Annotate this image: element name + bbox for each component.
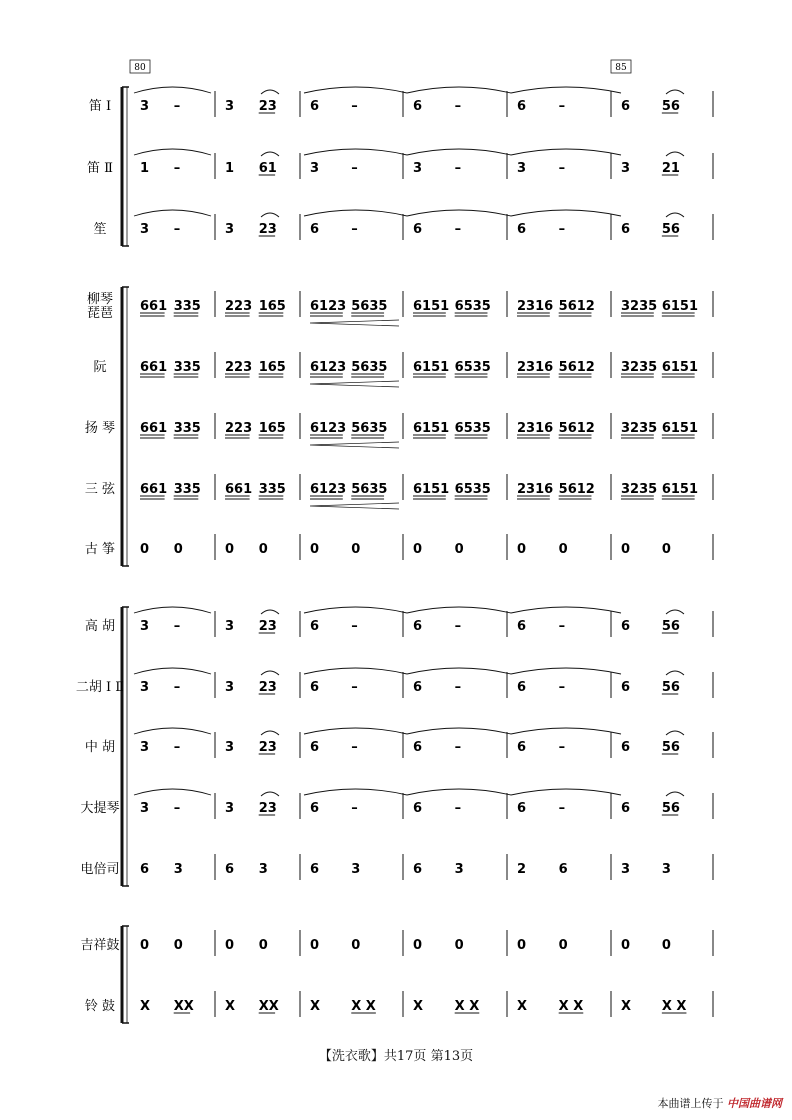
instrument-label: 电倍司 bbox=[80, 862, 120, 877]
note-group: 6 bbox=[310, 740, 320, 755]
note-group: 6 bbox=[621, 222, 631, 237]
slur bbox=[134, 728, 211, 734]
note-group: 6 bbox=[413, 862, 423, 877]
crescendo-hairpin bbox=[310, 320, 399, 326]
note-group: 6 bbox=[517, 222, 527, 237]
note-group: 0 bbox=[225, 938, 235, 953]
slur bbox=[304, 789, 407, 795]
note-group: 6 bbox=[310, 862, 320, 877]
note-group: 661 bbox=[140, 299, 168, 314]
note-group: – bbox=[173, 619, 181, 634]
tie bbox=[261, 792, 279, 796]
tie bbox=[666, 90, 684, 94]
credit-prefix: 本曲谱上传于 bbox=[657, 1097, 724, 1110]
note-group: 6 bbox=[621, 99, 631, 114]
note-group: 661 bbox=[140, 482, 168, 497]
note-group: 6151 bbox=[413, 482, 450, 497]
note-group: 6 bbox=[517, 99, 527, 114]
instrument-label: 三 弦 bbox=[84, 482, 116, 497]
note-group: 0 bbox=[351, 542, 361, 557]
slur bbox=[407, 87, 511, 93]
note-group: 56 bbox=[661, 99, 680, 114]
slur bbox=[511, 728, 621, 734]
note-group: 5612 bbox=[558, 299, 595, 314]
note-group: 3235 bbox=[621, 421, 658, 436]
note-group: 0 bbox=[140, 542, 150, 557]
note-group: – bbox=[351, 619, 358, 634]
note-group: 6151 bbox=[661, 360, 699, 375]
note-group: 661 bbox=[225, 482, 253, 497]
note-group: 3 bbox=[225, 740, 235, 755]
slur bbox=[407, 728, 511, 734]
note-group: XX bbox=[258, 999, 279, 1014]
note-group: 6123 bbox=[310, 360, 347, 375]
note-group: 0 bbox=[140, 938, 150, 953]
note-group: – bbox=[454, 680, 462, 695]
note-group: 3 bbox=[225, 619, 235, 634]
note-group: 0 bbox=[310, 542, 320, 557]
note-group: 6 bbox=[413, 801, 423, 816]
note-group: 6123 bbox=[310, 482, 347, 497]
note-group: 0 bbox=[517, 542, 527, 557]
instrument-label: 琵琶 bbox=[86, 306, 114, 321]
note-group: 3 bbox=[225, 680, 235, 695]
note-group: – bbox=[173, 222, 181, 237]
tie bbox=[666, 792, 684, 796]
site-logo-text: 中国曲谱网 bbox=[727, 1097, 782, 1110]
page-footer: 【洗衣歌】共17页 第13页 bbox=[318, 1049, 474, 1064]
note-group: 335 bbox=[173, 360, 201, 375]
note-group: 0 bbox=[454, 542, 464, 557]
instrument-label: 扬 琴 bbox=[84, 421, 116, 436]
note-group: 6151 bbox=[661, 421, 699, 436]
note-group: 56 bbox=[661, 619, 680, 634]
note-group: XX bbox=[173, 999, 194, 1014]
slur bbox=[511, 789, 621, 795]
note-group: 223 bbox=[225, 299, 253, 314]
note-group: – bbox=[173, 99, 181, 114]
instrument-label: 柳琴 bbox=[86, 292, 114, 307]
note-group: 0 bbox=[661, 542, 671, 557]
tie bbox=[261, 90, 279, 94]
note-group: X X bbox=[454, 999, 480, 1014]
note-group: – bbox=[351, 740, 358, 755]
note-group: 165 bbox=[258, 360, 286, 375]
instrument-label: 笛 Ⅰ bbox=[88, 99, 112, 114]
note-group: – bbox=[173, 161, 181, 176]
instrument-label: 笙 bbox=[93, 222, 107, 237]
slur bbox=[511, 668, 621, 674]
note-group: 6151 bbox=[413, 299, 450, 314]
note-group: 3 bbox=[454, 862, 464, 877]
note-group: 3 bbox=[140, 740, 150, 755]
note-group: 3 bbox=[173, 862, 183, 877]
note-group: – bbox=[558, 680, 566, 695]
slur bbox=[304, 87, 407, 93]
crescendo-hairpin bbox=[310, 442, 399, 448]
note-group: 223 bbox=[225, 421, 253, 436]
note-group: – bbox=[173, 801, 181, 816]
note-group: 6 bbox=[517, 801, 527, 816]
note-group: – bbox=[558, 222, 566, 237]
note-group: 2316 bbox=[517, 421, 554, 436]
slur bbox=[407, 149, 511, 155]
crescendo-hairpin bbox=[310, 381, 399, 387]
note-group: – bbox=[454, 619, 462, 634]
note-group: 23 bbox=[258, 680, 277, 695]
slur bbox=[304, 728, 407, 734]
note-group: – bbox=[454, 161, 462, 176]
tie bbox=[261, 610, 279, 614]
note-group: 0 bbox=[173, 938, 183, 953]
instrument-label: 高 胡 bbox=[84, 619, 116, 634]
note-group: – bbox=[558, 161, 566, 176]
note-group: 3 bbox=[140, 680, 150, 695]
note-group: X bbox=[140, 999, 151, 1014]
measure-number: 80 bbox=[134, 63, 146, 73]
note-group: – bbox=[351, 801, 358, 816]
instrument-label: 铃 鼓 bbox=[84, 999, 116, 1014]
note-group: – bbox=[454, 99, 462, 114]
note-group: 6 bbox=[310, 222, 320, 237]
note-group: 5635 bbox=[351, 421, 388, 436]
note-group: 223 bbox=[225, 360, 253, 375]
note-group: 6 bbox=[310, 99, 320, 114]
note-group: X X bbox=[661, 999, 687, 1014]
note-group: X bbox=[621, 999, 632, 1014]
note-group: X X bbox=[351, 999, 376, 1014]
note-group: 23 bbox=[258, 619, 277, 634]
slur bbox=[407, 210, 511, 216]
tie bbox=[261, 671, 279, 675]
note-group: 6 bbox=[621, 801, 631, 816]
note-group: 3 bbox=[225, 801, 235, 816]
tie bbox=[666, 671, 684, 675]
note-group: 0 bbox=[558, 938, 568, 953]
tie bbox=[261, 731, 279, 735]
note-group: 6 bbox=[225, 862, 235, 877]
note-group: 2316 bbox=[517, 482, 554, 497]
tie bbox=[261, 152, 279, 156]
note-group: 3 bbox=[661, 862, 671, 877]
note-group: 23 bbox=[258, 801, 277, 816]
note-group: 21 bbox=[661, 161, 680, 176]
note-group: 0 bbox=[310, 938, 320, 953]
slur bbox=[511, 210, 621, 216]
note-group: 3 bbox=[140, 222, 150, 237]
note-group: 6 bbox=[517, 619, 527, 634]
note-group: – bbox=[454, 801, 462, 816]
note-group: 0 bbox=[225, 542, 235, 557]
note-group: 3 bbox=[621, 862, 631, 877]
note-group: – bbox=[558, 619, 566, 634]
note-group: 6 bbox=[310, 680, 320, 695]
slur bbox=[304, 149, 407, 155]
note-group: 6123 bbox=[310, 421, 347, 436]
note-group: 6 bbox=[310, 801, 320, 816]
note-group: 61 bbox=[258, 161, 277, 176]
note-group: – bbox=[454, 740, 462, 755]
note-group: 0 bbox=[413, 542, 423, 557]
note-group: 6 bbox=[413, 222, 423, 237]
note-group: – bbox=[351, 99, 358, 114]
note-group: 6 bbox=[413, 619, 423, 634]
note-group: 6 bbox=[517, 680, 527, 695]
slur bbox=[134, 789, 211, 795]
instrument-label: 古 筝 bbox=[84, 542, 116, 557]
note-group: 3 bbox=[225, 222, 235, 237]
note-group: 335 bbox=[173, 482, 201, 497]
slur bbox=[134, 87, 211, 93]
note-group: 335 bbox=[173, 421, 201, 436]
note-group: 6535 bbox=[454, 299, 491, 314]
note-group: 3 bbox=[225, 99, 235, 114]
note-group: 0 bbox=[413, 938, 423, 953]
note-group: 165 bbox=[258, 421, 286, 436]
tie bbox=[666, 610, 684, 614]
note-group: 6535 bbox=[454, 421, 491, 436]
note-group: 3 bbox=[621, 161, 631, 176]
note-group: X bbox=[517, 999, 528, 1014]
note-group: X X bbox=[558, 999, 584, 1014]
note-group: 6 bbox=[413, 99, 423, 114]
instrument-label: 笛 Ⅱ bbox=[87, 161, 113, 176]
note-group: 6 bbox=[621, 680, 631, 695]
slur bbox=[134, 607, 211, 613]
note-group: 0 bbox=[517, 938, 527, 953]
note-group: 6 bbox=[621, 619, 631, 634]
note-group: 5635 bbox=[351, 360, 388, 375]
note-group: – bbox=[454, 222, 462, 237]
slur bbox=[304, 210, 407, 216]
note-group: X bbox=[413, 999, 424, 1014]
note-group: 1 bbox=[225, 161, 235, 176]
note-group: 56 bbox=[661, 740, 680, 755]
note-group: 6 bbox=[140, 862, 150, 877]
note-group: 6 bbox=[310, 619, 320, 634]
crescendo-hairpin bbox=[310, 503, 399, 509]
instrument-label: 阮 bbox=[93, 360, 107, 375]
note-group: 3 bbox=[310, 161, 320, 176]
note-group: 23 bbox=[258, 99, 277, 114]
upload-credit bbox=[658, 1095, 783, 1111]
note-group: 2 bbox=[517, 862, 527, 877]
note-group: 0 bbox=[661, 938, 671, 953]
note-group: 6 bbox=[558, 862, 568, 877]
note-group: 6 bbox=[413, 680, 423, 695]
note-group: 0 bbox=[621, 542, 631, 557]
note-group: 5635 bbox=[351, 482, 388, 497]
note-group: 6123 bbox=[310, 299, 347, 314]
note-group: 3 bbox=[517, 161, 527, 176]
note-group: 1 bbox=[140, 161, 150, 176]
note-group: – bbox=[351, 680, 358, 695]
note-group: 335 bbox=[258, 482, 286, 497]
slur bbox=[407, 789, 511, 795]
note-group: 3235 bbox=[621, 360, 658, 375]
note-group: 0 bbox=[558, 542, 568, 557]
note-group: 6535 bbox=[454, 360, 491, 375]
slur bbox=[134, 210, 211, 216]
slur bbox=[304, 668, 407, 674]
instrument-label: 吉祥鼓 bbox=[80, 938, 120, 953]
note-group: – bbox=[558, 99, 566, 114]
note-group: 0 bbox=[454, 938, 464, 953]
tie bbox=[666, 731, 684, 735]
note-group: 6151 bbox=[413, 421, 450, 436]
note-group: 661 bbox=[140, 360, 168, 375]
note-group: 6535 bbox=[454, 482, 491, 497]
note-group: X bbox=[225, 999, 236, 1014]
note-group: 6 bbox=[621, 740, 631, 755]
note-group: 2316 bbox=[517, 299, 554, 314]
note-group: 165 bbox=[258, 299, 286, 314]
note-group: – bbox=[351, 222, 358, 237]
note-group: 5612 bbox=[558, 360, 595, 375]
note-group: 3 bbox=[140, 619, 150, 634]
note-group: 5612 bbox=[558, 421, 595, 436]
slur bbox=[407, 607, 511, 613]
note-group: 3 bbox=[140, 801, 150, 816]
note-group: 3 bbox=[258, 862, 268, 877]
note-group: 56 bbox=[661, 222, 680, 237]
note-group: 0 bbox=[258, 938, 268, 953]
note-group: 0 bbox=[351, 938, 361, 953]
note-group: 5612 bbox=[558, 482, 595, 497]
slur bbox=[511, 607, 621, 613]
measure-number: 85 bbox=[615, 63, 627, 73]
slur bbox=[134, 149, 211, 155]
note-group: 23 bbox=[258, 740, 277, 755]
tie bbox=[666, 213, 684, 217]
note-group: 3 bbox=[413, 161, 423, 176]
note-group: – bbox=[558, 801, 566, 816]
note-group: 0 bbox=[173, 542, 183, 557]
slur bbox=[407, 668, 511, 674]
note-group: X bbox=[310, 999, 321, 1014]
instrument-label: 中 胡 bbox=[84, 740, 116, 755]
note-group: 0 bbox=[621, 938, 631, 953]
tie bbox=[666, 152, 684, 156]
note-group: 3235 bbox=[621, 299, 658, 314]
note-group: 6 bbox=[413, 740, 423, 755]
note-group: 6151 bbox=[661, 299, 699, 314]
note-group: 0 bbox=[258, 542, 268, 557]
instrument-label: 二胡 Ⅰ Ⅱ bbox=[75, 680, 125, 695]
note-group: 56 bbox=[661, 801, 680, 816]
slur bbox=[304, 607, 407, 613]
note-group: 2316 bbox=[517, 360, 554, 375]
note-group: – bbox=[351, 161, 358, 176]
tie bbox=[261, 213, 279, 217]
note-group: 661 bbox=[140, 421, 168, 436]
note-group: – bbox=[173, 680, 181, 695]
note-group: – bbox=[558, 740, 566, 755]
note-group: 56 bbox=[661, 680, 680, 695]
note-group: – bbox=[173, 740, 181, 755]
note-group: 3 bbox=[140, 99, 150, 114]
note-group: 23 bbox=[258, 222, 277, 237]
note-group: 5635 bbox=[351, 299, 388, 314]
slur bbox=[511, 87, 621, 93]
note-group: 6151 bbox=[413, 360, 450, 375]
slur bbox=[134, 668, 211, 674]
instrument-label: 大提琴 bbox=[80, 801, 120, 816]
note-group: 335 bbox=[173, 299, 201, 314]
slur bbox=[511, 149, 621, 155]
note-group: 3 bbox=[351, 862, 361, 877]
note-group: 6 bbox=[517, 740, 527, 755]
note-group: 3235 bbox=[621, 482, 658, 497]
note-group: 6151 bbox=[661, 482, 699, 497]
